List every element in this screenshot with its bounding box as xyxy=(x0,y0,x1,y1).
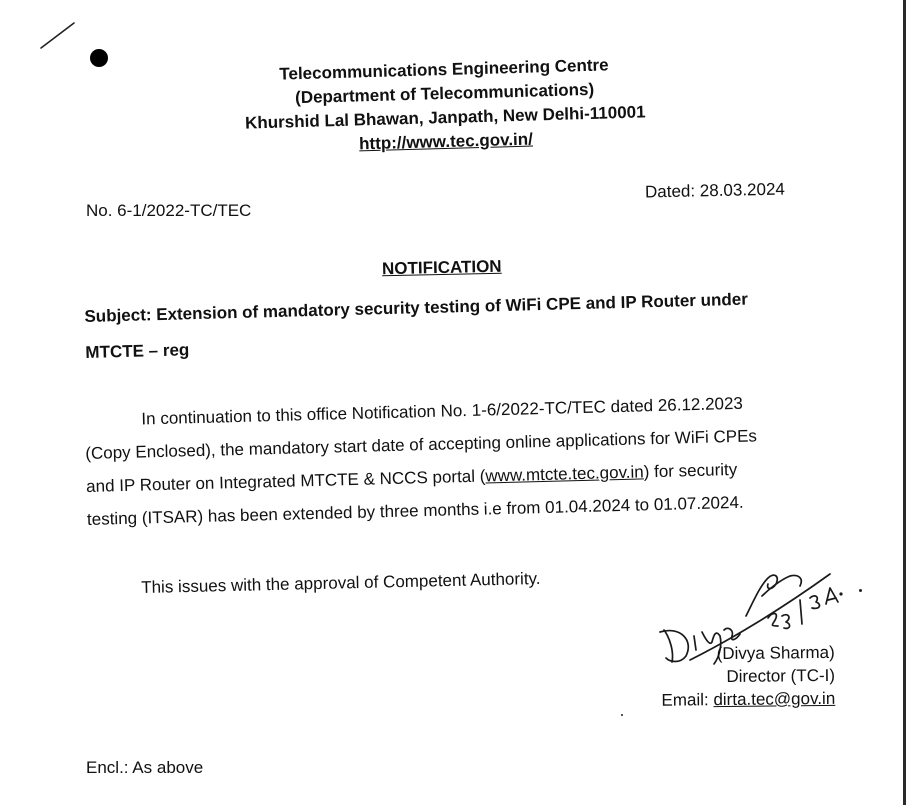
signatory-block xyxy=(620,641,836,712)
signatory-name: (Divya Sharma) xyxy=(716,642,835,664)
body-paragraph xyxy=(84,384,847,536)
punch-hole-dot xyxy=(90,49,108,67)
stray-ink-dot xyxy=(621,714,623,716)
org-name: Telecommunications Engineering Centre xyxy=(279,55,609,84)
portal-link[interactable]: www.mtcte.tec.gov.in xyxy=(485,462,644,486)
department-name: (Department of Telecommunications) xyxy=(294,79,595,108)
letterhead xyxy=(199,51,691,161)
subject-line-1: Subject: Extension of mandatory security testing of WiFi CPE and IP Router under xyxy=(84,289,749,326)
signatory-designation: Director (TC-I) xyxy=(726,665,836,687)
body-line-1: In continuation to this office Notification No. 1-6/2022-TC/TEC dated 26.12.2023 xyxy=(141,393,744,429)
email-label: Email: xyxy=(661,690,714,710)
office-address: Khurshid Lal Bhawan, Janpath, New Delhi-110001 xyxy=(244,102,646,133)
stray-ink-dot xyxy=(859,589,862,592)
body-line-3-pre: and IP Router on Integrated MTCTE & NCCS portal ( xyxy=(85,466,486,496)
email-link[interactable]: dirta.tec@gov.in xyxy=(713,688,836,710)
subject-block xyxy=(84,279,846,371)
issue-date: Dated: 28.03.2024 xyxy=(644,179,786,202)
subject-line-2: MTCTE – reg xyxy=(85,340,190,362)
body-line-4: testing (ITSAR) has been extended by three months i.e from 01.04.2024 to 01.07.2024. xyxy=(86,492,744,529)
body-line-2: (Copy Enclosed), the mandatory start date of accepting online applications for WiFi CPEs xyxy=(85,426,758,463)
notification-title: NOTIFICATION xyxy=(381,256,502,279)
approval-statement: This issues with the approval of Competent Authority. xyxy=(141,568,541,597)
signatory-email-row xyxy=(620,687,835,712)
reference-number: No. 6-1/2022-TC/TEC xyxy=(86,201,252,220)
body-line-3-post: ) for security xyxy=(643,459,738,482)
enclosure-note: Encl.: As above xyxy=(86,758,204,777)
pen-stroke-mark xyxy=(38,20,78,52)
website-link[interactable]: http://www.tec.gov.in/ xyxy=(358,129,534,154)
